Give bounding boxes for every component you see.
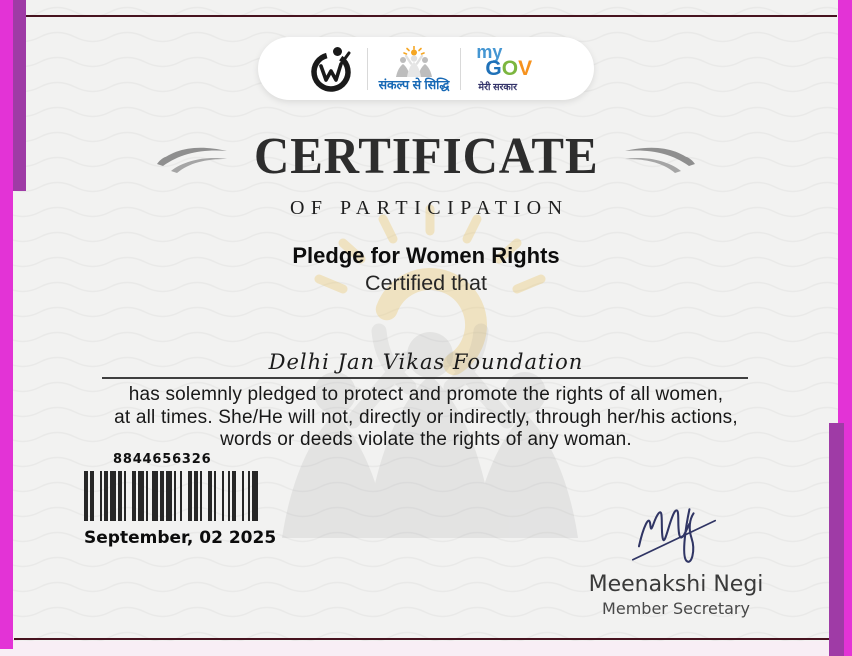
certificate-number: 8844656326 — [113, 452, 212, 467]
pill-divider — [367, 48, 368, 90]
signature-icon — [608, 501, 740, 569]
issue-date: September, 02 2025 — [84, 528, 277, 548]
bottom-tint-strip — [0, 641, 839, 656]
right-purple-bar — [829, 423, 844, 656]
pledge-body — [0, 384, 852, 452]
barcode — [84, 471, 258, 521]
mygov-letter-g: G — [485, 56, 502, 80]
mygov-tagline: मेरी सरकार — [478, 81, 518, 93]
sankalp-logo — [379, 46, 450, 92]
sankalp-figures-icon — [390, 46, 438, 78]
recipient-name: Delhi Jan Vikas Foundation — [268, 350, 584, 374]
flourish-left-icon — [155, 140, 229, 174]
pledge-body-line: has solemnly pledged to protect and promote the rights of all women, — [128, 384, 724, 405]
title-row — [0, 130, 852, 184]
mygov-letter-v: V — [518, 56, 533, 80]
recipient-underline — [102, 377, 748, 379]
signatory-name: Meenakshi Negi — [588, 572, 764, 597]
certificate-subtitle: OF PARTICIPATION — [289, 197, 569, 219]
pledge-body-line: at all times. She/He will not, directly or indirectly, through her/his actions, — [114, 406, 738, 428]
signatory-role: Member Secretary — [602, 599, 750, 618]
pledge-body-line: words or deeds violate the rights of any woman. — [220, 429, 632, 450]
ncw-logo-icon — [308, 45, 356, 93]
logo-pill — [258, 37, 594, 100]
pledge-title: Pledge for Women Rights — [292, 243, 560, 268]
sankalp-text: संकल्प से सिद्धि — [378, 77, 450, 92]
certificate-title: CERTIFICATE — [253, 128, 599, 185]
top-rule — [26, 15, 837, 17]
flourish-right-icon — [623, 140, 697, 174]
left-magenta-bar — [0, 0, 13, 649]
pill-divider — [460, 48, 461, 90]
mygov-logo — [472, 41, 544, 93]
mygov-gov-text — [485, 56, 533, 80]
mygov-letter-o: O — [501, 56, 519, 80]
bottom-rule — [14, 638, 830, 640]
certified-that-label: Certified that — [365, 271, 487, 295]
mygov-my-text: my — [476, 41, 503, 62]
